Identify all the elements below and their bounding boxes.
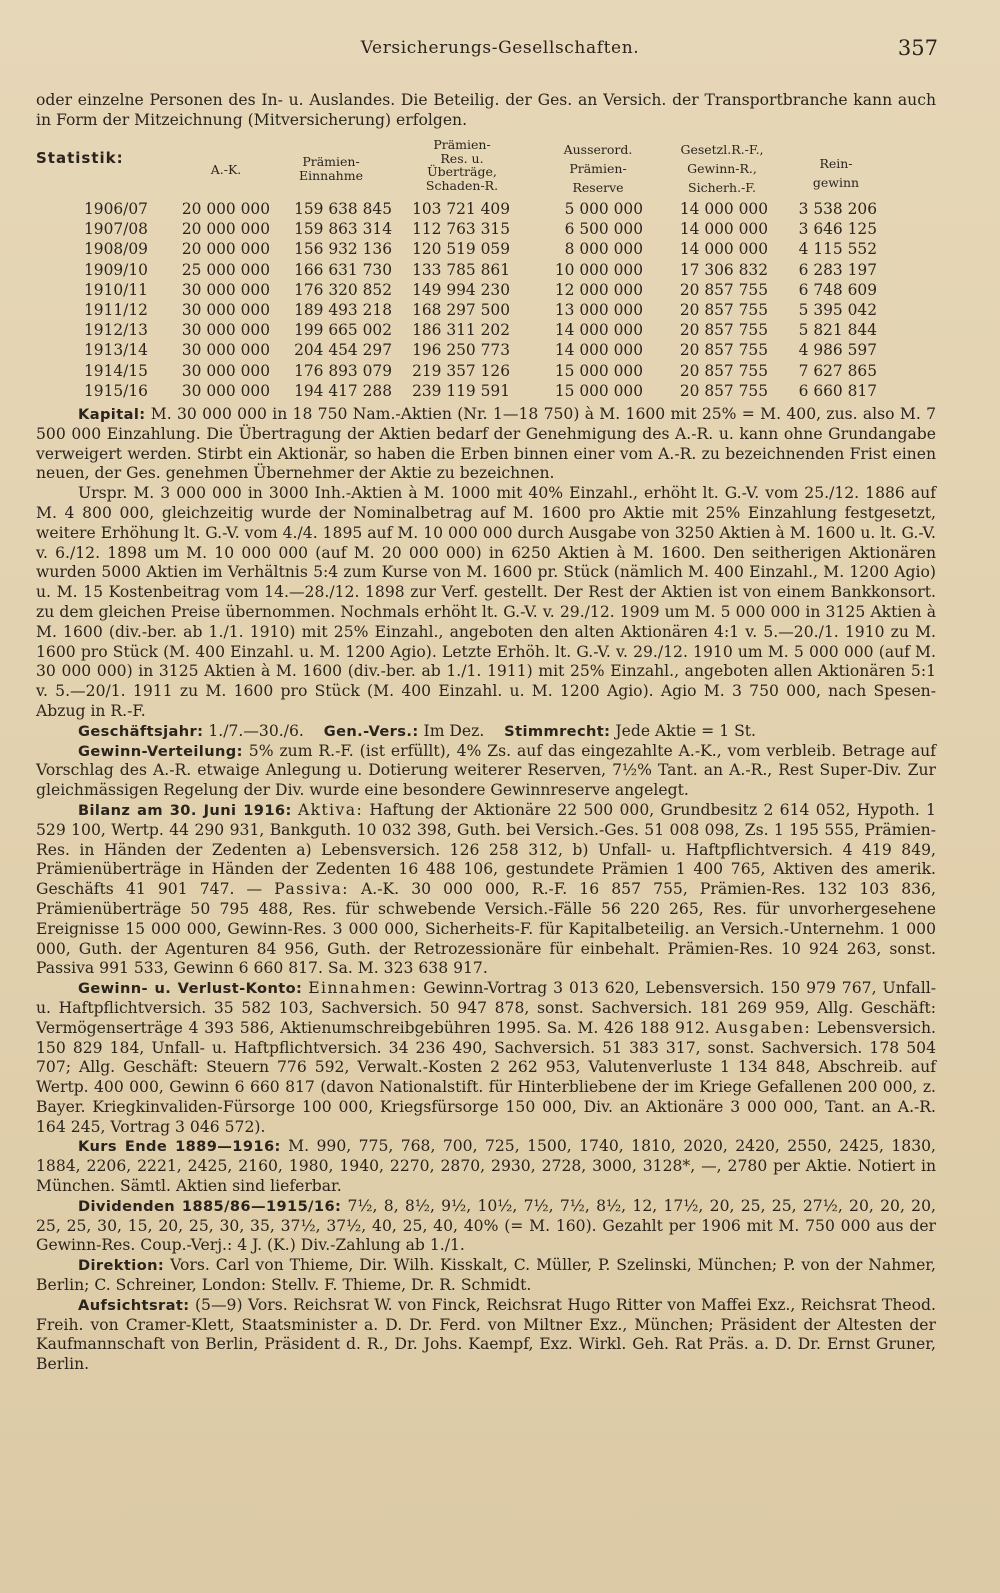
header-gewinn-r: Gesetzl.R.-F., Gewinn-R., Sicherh.-F. bbox=[680, 142, 764, 195]
table-cell: 14 000 000 bbox=[554, 341, 643, 360]
direktion-paragraph bbox=[36, 1256, 936, 1296]
table-cell: 204 454 297 bbox=[294, 341, 392, 360]
intro-text: oder einzelne Personen des In- u. Auslandes. Die Beteilig. der Ges. an Versich. der Transportbranche kann auch in Form der Mitzeichnung (Mitversicherung) erfolgen. bbox=[36, 91, 936, 129]
table-cell: 30 000 000 bbox=[181, 321, 270, 340]
table-row bbox=[84, 340, 877, 360]
table-cell: 7 627 865 bbox=[798, 361, 877, 380]
table-row bbox=[84, 199, 877, 219]
guv-einnahmen-label: Einnahmen: bbox=[308, 979, 418, 998]
table-cell: 10 000 000 bbox=[554, 260, 643, 279]
table-cell: 6 748 609 bbox=[798, 280, 877, 299]
table-cell: 30 000 000 bbox=[181, 280, 270, 299]
table-cell: 1911/12 bbox=[84, 301, 148, 320]
header-reingewinn: Rein- gewinn bbox=[812, 156, 860, 190]
table-cell: 5 395 042 bbox=[798, 301, 877, 320]
table-row bbox=[84, 260, 877, 280]
kapital-text: M. 30 000 000 in 18 750 Nam.-Aktien (Nr. 1—18 750) à M. 1600 mit 25% = M. 400, zus. also M. 7 500 000 Einzahlung. Die Übertragung der Aktien bedarf der Genehmigung des A.-R. u. kann ohne Grundangabe verweigert werden. Stirbt ein Aktionär, so haben die Erben binnen einer vom A.-R. zu bezeichnenden Frist einen neuen, der Ges. genehmen Übernehmer der Aktie zu bezeichnen. bbox=[36, 405, 936, 483]
table-cell: 1906/07 bbox=[84, 200, 148, 219]
urspr-text: Urspr. M. 3 000 000 in 3000 Inh.-Aktien à M. 1000 mit 40% Einzahl., erhöht lt. G.-V. vom 25./12. 1886 auf M. 4 800 000, gleichzeitig wurde der Nominalbetrag auf M. 1600 pro Aktie mit 25% Einzahlung festgesetzt, weitere Erhöhung lt. G.-V. vom 4./4. 1895 auf M. 10 000 000 durch Ausgabe von 3250 Aktien à M. 1600 u. lt. G.-V. v. 6./12. 1898 um M. 10 000 000 (auf M. 20 000 000) in 6250 Aktien à M. 1600. Den seitherigen Aktionären wurden 5000 Aktien im Verhältnis 5:4 zum Kurse von M. 1600 pr. Stück (nämlich M. 400 Einzahl., M. 1200 Agio) u. M. 15 Kostenbeitrag vom 14.—28./12. 1898 zur Verf. gestellt. Der Rest der Aktien ist von einem Bankkonsort. zu dem gleichen Preise übernommen. Nochmals erhöht lt. G.-V. v. 29./12. 1909 um M. 5 000 000 in 3125 Aktien à M. 1600 (div.-ber. ab 1./1. 1910) mit 25% Einzahl., angeboten den alten Aktionären 4:1 v. 5.—20./1. 1910 zu M. 1600 pro Stück (M. 400 Einzahl. u. M. 1200 Agio). Letzte Erhöh. lt. G.-V. v. 29./12. 1910 um M. 5 000 000 (auf M. 30 000 000) in 3125 Aktien à M. 1600 (div.-ber. ab 1./1. 1911) mit 25% Einzahl., angeboten allen Aktionären 5:1 v. 5.—20/1. 1911 zu M. 1600 pro Stück (M. 400 Einzahl. u. M. 1200 Agio). Agio M. 3 750 000, nach Spesen-Abzug in R.-F. bbox=[36, 484, 936, 720]
table-cell: 5 000 000 bbox=[564, 200, 643, 219]
table-cell: 239 119 591 bbox=[412, 381, 510, 400]
table-cell: 1909/10 bbox=[84, 260, 148, 279]
genvers-text: Im Dez. bbox=[423, 721, 485, 740]
table-cell: 194 417 288 bbox=[294, 381, 392, 400]
statistics-table bbox=[84, 199, 877, 401]
table-cell: 189 493 218 bbox=[294, 301, 392, 320]
table-cell: 6 283 197 bbox=[798, 260, 877, 279]
table-cell: 166 631 730 bbox=[294, 260, 392, 279]
guv-label: Gewinn- u. Verlust-Konto: bbox=[78, 980, 303, 998]
table-cell: 30 000 000 bbox=[181, 361, 270, 380]
direktion-text: Vors. Carl von Thieme, Dir. Wilh. Kisskalt, C. Müller, P. Szelinski, München; P. von der Nahmer, Berlin; C. Schreiner, London: Stellv. F. Thieme, Dr. R. Schmidt. bbox=[36, 1256, 936, 1295]
table-cell: 176 320 852 bbox=[294, 280, 392, 299]
table-cell: 20 857 755 bbox=[679, 280, 768, 299]
table-cell: 1912/13 bbox=[84, 321, 148, 340]
header-ak-text: A.-K. bbox=[210, 162, 242, 177]
guv-ausgaben-text: Lebensversich. 150 829 184, Unfall- u. Haftpflichtversich. 34 236 490, Sachversich. 51 383 317, sonst. Sachversich. 178 504 707; Allg. Geschäft: Steuern 776 592, Verwalt.-Kosten 2 262 953, Valutenverluste 1 134 848, Abschreib. auf Wertp. 400 000, Gewinn 6 660 817 (davon Nationalstift. für Hinterbliebene der im Kriege Gefallenen 200 000, z. Bayer. Kriegkinvaliden-Fürsorge 100 000, Kriegsfürsorge 150 000, Div. an Aktionäre 3 000 000, Tant. an A.-R. 164 245, Vortrag 3 046 572). bbox=[36, 1018, 936, 1136]
table-cell: 159 638 845 bbox=[294, 200, 392, 219]
table-cell: 5 821 844 bbox=[798, 321, 877, 340]
bilanz-passiva-label: Passiva: bbox=[274, 880, 349, 899]
header-einnahme: Prämien- Einnahme bbox=[299, 154, 363, 183]
header-ak bbox=[196, 163, 256, 177]
table-cell: 20 857 755 bbox=[679, 301, 768, 320]
table-cell: 30 000 000 bbox=[181, 381, 270, 400]
gewinnverteilung-paragraph bbox=[36, 742, 936, 801]
bilanz-aktiva-text: Haftung der Aktionäre 22 500 000, Grundbesitz 2 614 052, Hypoth. 1 529 100, Wertp. 44 290 931, Bankguth. 10 032 398, Guth. bei Versich.-Ges. 51 008 098, Zs. 1 195 555, Prämien-Res. in Händen der Zedenten a) Lebensversich. 126 258 312, b) Unfall- u. Haftpflichtversich. 4 419 849, Prämienüberträge in Händen der Zedenten 16 488 106, gestundete Prämien 1 400 765, Aktiven des amerik. Geschäfts 41 901 747. — bbox=[36, 800, 936, 899]
aufsichtsrat-text: (5—9) Vors. Reichsrat W. von Finck, Reichsrat Hugo Ritter von Maffei Exz., Reichsrat Theod. Freih. von Cramer-Klett, Staatsminister a. D. Dr. Ferd. von Miltner Exz., München; Präsident der Altesten der Kaufmannschaft von Berlin, Präsident d. R., Dr. Johs. Kaempf, Exz. Wirkl. Geh. Rat Präs. a. D. Dr. Ernst Gruner, Berlin. bbox=[36, 1295, 936, 1374]
table-row bbox=[84, 239, 877, 259]
kapital-paragraph bbox=[36, 405, 936, 484]
table-cell: 112 763 315 bbox=[412, 220, 510, 239]
table-row bbox=[84, 320, 877, 340]
table-row bbox=[84, 381, 877, 401]
geschaeftsjahr-text: 1./7.—30./6. bbox=[208, 721, 304, 740]
table-cell: 25 000 000 bbox=[181, 260, 270, 279]
stimmrecht-text: Jede Aktie = 1 St. bbox=[615, 721, 756, 740]
guv-ausgaben-label: Ausgaben: bbox=[715, 1018, 812, 1037]
table-cell: 20 857 755 bbox=[679, 361, 768, 380]
table-cell: 15 000 000 bbox=[554, 361, 643, 380]
bilanz-passiva-text: A.-K. 30 000 000, R.-F. 16 857 755, Prämien-Res. 132 103 836, Prämienüberträge 50 795 488, Res. für schwebende Versich.-Fälle 56 220 265, Res. für unvorhergesehene Ereignisse 15 000 000, Gewinn-Res. 3 000 000, Sicherheits-F. für Kapitalbeteilig. an Versich.-Unternehm. 1 000 000, Guth. der Agenturen 84 956, Guth. der Retrozessionäre für einbehalt. Prämien-Res. 10 924 263, sonst. Passiva 991 533, Gewinn 6 660 817. Sa. M. 323 638 917. bbox=[36, 880, 936, 978]
aufsichtsrat-paragraph bbox=[36, 1296, 936, 1375]
table-cell: 156 932 136 bbox=[294, 240, 392, 259]
table-cell: 20 857 755 bbox=[679, 321, 768, 340]
stimmrecht-label: Stimmrecht: bbox=[504, 722, 611, 740]
table-cell: 8 000 000 bbox=[564, 240, 643, 259]
table-cell: 6 660 817 bbox=[798, 381, 877, 400]
direktion-label: Direktion: bbox=[78, 1257, 165, 1275]
table-cell: 120 519 059 bbox=[412, 240, 510, 259]
urspr-paragraph bbox=[36, 484, 936, 722]
table-cell: 1910/11 bbox=[84, 280, 148, 299]
guv-paragraph bbox=[36, 979, 936, 1137]
statistik-label: Statistik: bbox=[36, 149, 124, 167]
kurs-paragraph bbox=[36, 1137, 936, 1196]
table-cell: 1913/14 bbox=[84, 341, 148, 360]
geschaeftsjahr-label: Geschäftsjahr: bbox=[78, 722, 204, 740]
guv-einnahmen-text: Gewinn-Vortrag 3 013 620, Lebensversich. 150 979 767, Unfall- u. Haftpflichtversich. 35 582 103, Sachversich. 50 947 878, sonst. Sachversich. 181 269 959, Allg. Geschäft: Vermögenserträge 4 393 586, Aktienumschreibgebühren 1995. Sa. M. 426 188 912. bbox=[36, 979, 936, 1037]
aufsichtsrat-label: Aufsichtsrat: bbox=[78, 1296, 190, 1314]
table-cell: 30 000 000 bbox=[181, 301, 270, 320]
table-cell: 1914/15 bbox=[84, 361, 148, 380]
running-title: Versicherungs-Gesellschaften. bbox=[360, 38, 640, 58]
header-schaden: Prämien- Res. u. Überträge, Schaden-R. bbox=[425, 137, 499, 193]
table-cell: 14 000 000 bbox=[679, 220, 768, 239]
table-cell: 14 000 000 bbox=[554, 321, 643, 340]
gewinnverteilung-label: Gewinn-Verteilung: bbox=[78, 742, 243, 760]
table-cell: 17 306 832 bbox=[679, 260, 768, 279]
table-cell: 14 000 000 bbox=[679, 240, 768, 259]
table-cell: 20 857 755 bbox=[679, 381, 768, 400]
table-cell: 1907/08 bbox=[84, 220, 148, 239]
table-cell: 133 785 861 bbox=[412, 260, 510, 279]
kurs-text: M. 990, 775, 768, 700, 725, 1500, 1740, 1810, 2020, 2420, 2550, 2425, 1830, 1884, 2206, 2221, 2425, 2160, 1980, 1940, 2270, 2870, 2930, 2728, 3000, 3128*, —, 2780 per Aktie. Notiert in München. Sämtl. Aktien sind lieferbar. bbox=[36, 1137, 936, 1196]
table-cell: 159 863 314 bbox=[294, 220, 392, 239]
table-cell: 20 857 755 bbox=[679, 341, 768, 360]
table-cell: 3 538 206 bbox=[798, 200, 877, 219]
intro-paragraph bbox=[36, 91, 936, 131]
dividenden-label: Dividenden 1885/86—1915/16: bbox=[78, 1197, 342, 1215]
header-reserve: Ausserord. Prämien- Reserve bbox=[563, 142, 633, 195]
table-cell: 20 000 000 bbox=[181, 220, 270, 239]
kurs-label: Kurs Ende 1889—1916: bbox=[78, 1138, 281, 1156]
bilanz-aktiva-label: Aktiva: bbox=[297, 800, 364, 819]
table-row bbox=[84, 219, 877, 239]
geschaeftsjahr-paragraph bbox=[36, 722, 936, 742]
bilanz-paragraph bbox=[36, 801, 936, 979]
table-cell: 20 000 000 bbox=[181, 240, 270, 259]
table-cell: 13 000 000 bbox=[554, 301, 643, 320]
table-cell: 4 986 597 bbox=[798, 341, 877, 360]
table-row bbox=[84, 361, 877, 381]
dividenden-paragraph bbox=[36, 1197, 936, 1256]
table-cell: 176 893 079 bbox=[294, 361, 392, 380]
genvers-label: Gen.-Vers.: bbox=[323, 722, 419, 740]
table-row bbox=[84, 280, 877, 300]
table-cell: 196 250 773 bbox=[412, 341, 510, 360]
table-cell: 3 646 125 bbox=[798, 220, 877, 239]
table-cell: 149 994 230 bbox=[412, 280, 510, 299]
table-cell: 186 311 202 bbox=[412, 321, 510, 340]
body-text bbox=[36, 405, 936, 1375]
table-cell: 199 665 002 bbox=[294, 321, 392, 340]
table-cell: 15 000 000 bbox=[554, 381, 643, 400]
table-cell: 6 500 000 bbox=[564, 220, 643, 239]
bilanz-label: Bilanz am 30. Juni 1916: bbox=[78, 801, 292, 819]
kapital-label: Kapital: bbox=[78, 406, 146, 423]
page-header bbox=[0, 38, 1000, 68]
table-cell: 103 721 409 bbox=[412, 200, 510, 219]
table-cell: 12 000 000 bbox=[554, 280, 643, 299]
table-cell: 1908/09 bbox=[84, 240, 148, 259]
table-cell: 1915/16 bbox=[84, 381, 148, 400]
page-number: 357 bbox=[897, 36, 938, 60]
table-row bbox=[84, 300, 877, 320]
table-cell: 20 000 000 bbox=[181, 200, 270, 219]
gewinnverteilung-text: 5% zum R.-F. (ist erfüllt), 4% Zs. auf das eingezahlte A.-K., vom verbleib. Betrage auf Vorschlag des A.-R. etwaige Anlegung u. Dotierung weiterer Reserven, 7½% Tant. an A.-R., Rest Super-Div. Zur gleichmässigen Regelung der Div. wurde eine besondere Gewinnreserve angelegt. bbox=[36, 741, 936, 800]
table-cell: 4 115 552 bbox=[798, 240, 877, 259]
table-cell: 168 297 500 bbox=[412, 301, 510, 320]
table-cell: 14 000 000 bbox=[679, 200, 768, 219]
table-cell: 219 357 126 bbox=[412, 361, 510, 380]
table-cell: 30 000 000 bbox=[181, 341, 270, 360]
dividenden-text: 7½, 8, 8½, 9½, 10½, 7½, 7½, 8½, 12, 17½, 20, 25, 25, 27½, 20, 20, 20, 25, 25, 30, 15, 20, 25, 30, 35, 37½, 37½, 40, 25, 40, 40% (= M. 160). Gezahlt per 1906 mit M. 750 000 aus der Gewinn-Res. Coup.-Verj.: 4 J. (K.) Div.-Zahlung ab 1./1. bbox=[36, 1196, 936, 1255]
